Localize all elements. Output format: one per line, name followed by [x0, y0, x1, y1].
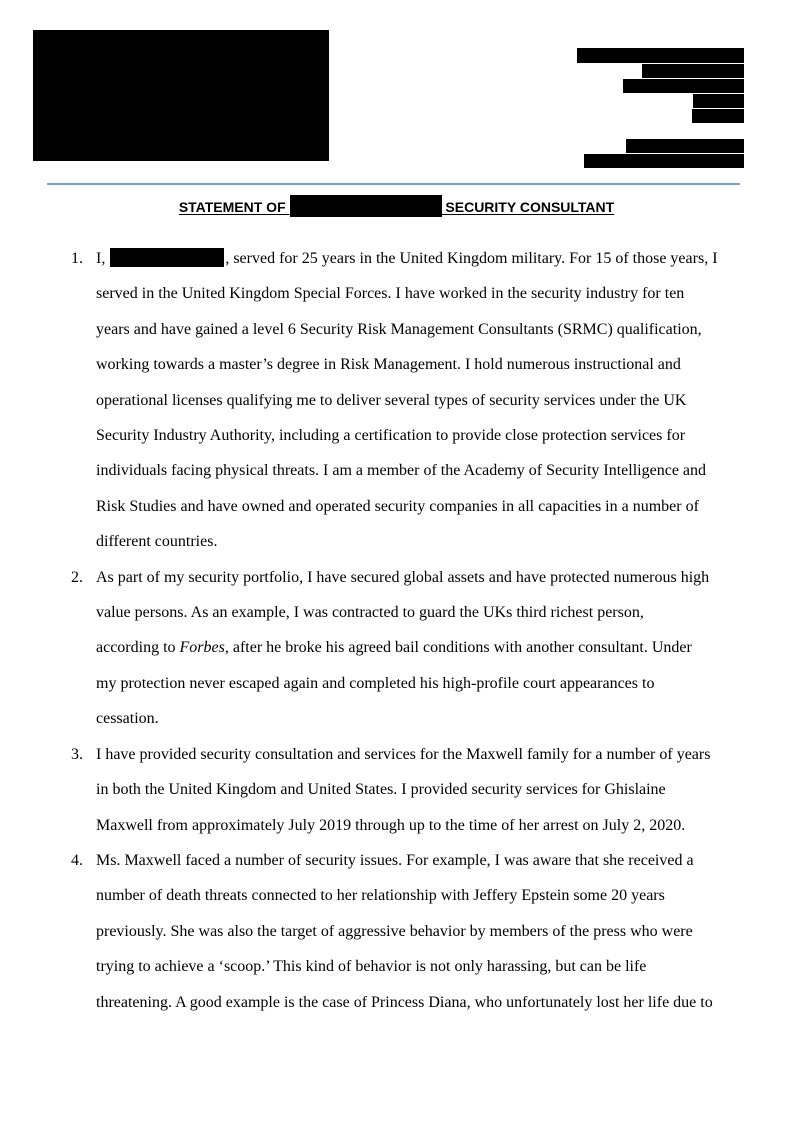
- title-prefix: STATEMENT OF: [178, 199, 286, 215]
- paragraph-number: 3.: [71, 745, 83, 763]
- title-name-redaction: [290, 195, 442, 217]
- document-title: [0, 195, 793, 217]
- paragraph-line: my protection never escaped again and completed his high-profile court appearances to: [96, 674, 655, 692]
- paragraph-line: value persons. As an example, I was contracted to guard the UKs third richest person,: [96, 604, 644, 622]
- paragraph-line: Risk Studies and have owned and operated security companies in all capacities in a number of: [96, 497, 699, 515]
- paragraph-line: years and have gained a level 6 Security Risk Management Consultants (SRMC) qualification,: [96, 320, 702, 338]
- address-line-1-redaction: [577, 48, 744, 63]
- paragraph-4: [0, 843, 793, 1020]
- address-line-5-redaction: [692, 109, 744, 123]
- paragraph-number: 4.: [71, 851, 83, 869]
- contact-line-2-redaction: [584, 154, 744, 168]
- paragraph-line: previously. She was also the target of aggressive behavior by members of the press who were: [96, 922, 693, 940]
- paragraph-line: operational licenses qualifying me to deliver several types of security services under the UK: [96, 391, 687, 409]
- paragraph-line: Maxwell from approximately July 2019 through up to the time of her arrest on July 2, 2020.: [96, 816, 686, 834]
- paragraph-line: individuals facing physical threats. I am a member of the Academy of Security Intelligence and: [96, 462, 707, 480]
- paragraph-line: I, , served for 25 years in the United Kingdom military. For 15 of those years, I: [96, 250, 718, 267]
- header-divider-rule: [47, 183, 740, 185]
- address-line-3-redaction: [623, 79, 744, 93]
- title-suffix: SECURITY CONSULTANT: [441, 199, 615, 215]
- paragraph-line: threatening. A good example is the case of Princess Diana, who unfortunately lost her life due to: [96, 993, 713, 1011]
- declarant-name-redaction: [110, 248, 224, 267]
- paragraph-line: Ms. Maxwell faced a number of security issues. For example, I was aware that she received a: [96, 851, 694, 869]
- address-line-2-redaction: [642, 64, 744, 78]
- paragraph-2: [0, 560, 793, 737]
- paragraph-line: different countries.: [96, 533, 218, 551]
- address-line-4-redaction: [693, 94, 744, 108]
- paragraph-line: trying to achieve a ‘scoop.’ This kind of behavior is not only harassing, but can be life: [96, 958, 647, 976]
- paragraph-line: I have provided security consultation and services for the Maxwell family for a number of years: [96, 745, 711, 763]
- paragraph-line: number of death threats connected to her relationship with Jeffery Epstein some 20 years: [96, 887, 665, 905]
- paragraph-3: [0, 737, 793, 843]
- paragraph-line: As part of my security portfolio, I have secured global assets and have protected numerous high: [96, 568, 710, 586]
- paragraph-line: cessation.: [96, 710, 159, 728]
- paragraph-1: [0, 241, 793, 560]
- paragraph-line: served in the United Kingdom Special Forces. I have worked in the security industry for ten: [96, 285, 685, 303]
- paragraph-line: working towards a master’s degree in Risk Management. I hold numerous instructional and: [96, 356, 681, 374]
- publication-name: Forbes: [179, 639, 225, 657]
- contact-line-1-redaction: [626, 139, 744, 153]
- paragraph-line: in both the United Kingdom and United States. I provided security services for Ghislaine: [96, 781, 666, 799]
- paragraph-number: 2.: [71, 568, 83, 586]
- paragraph-line: according to Forbes, after he broke his agreed bail conditions with another consultant. Under: [96, 639, 692, 657]
- statement-paragraphs: [0, 241, 793, 1020]
- letterhead-logo-redaction: [33, 30, 329, 161]
- paragraph-line: Security Industry Authority, including a certification to provide close protection services for: [96, 427, 686, 445]
- paragraph-number: 1.: [71, 250, 83, 267]
